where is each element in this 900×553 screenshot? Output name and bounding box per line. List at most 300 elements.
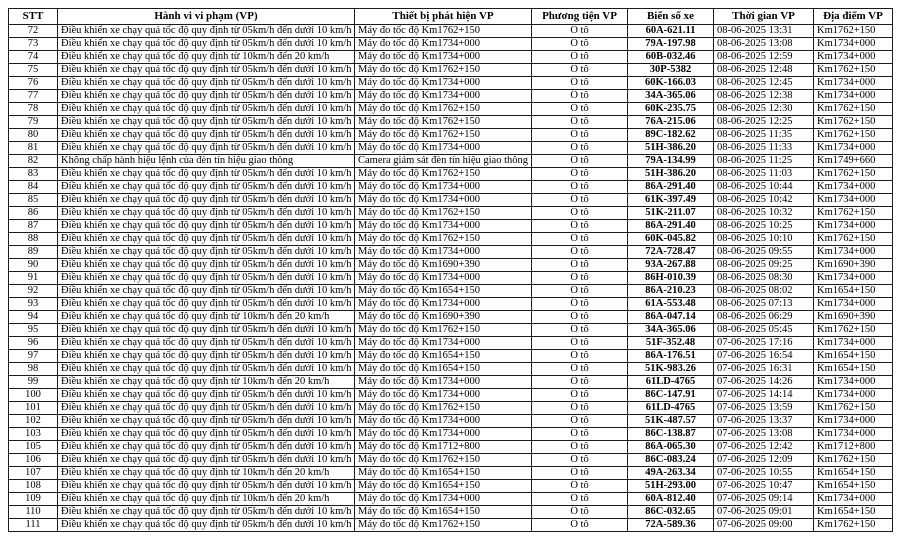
cell-violation: Điều khiển xe chạy quá tốc độ quy định từ 05km/h đến dưới 10 km/h <box>58 441 355 454</box>
cell-location: Km1762+150 <box>814 168 893 181</box>
header-device: Thiết bị phát hiện VP <box>355 9 532 25</box>
cell-time: 08-06-2025 10:25 <box>714 220 814 233</box>
cell-violation: Điều khiển xe chạy quá tốc độ quy định từ 05km/h đến dưới 10 km/h <box>58 337 355 350</box>
cell-violation: Điều khiển xe chạy quá tốc độ quy định từ 10km/h đến 20 km/h <box>58 376 355 389</box>
cell-vehicle: Ô tô <box>532 168 628 181</box>
cell-violation: Điều khiển xe chạy quá tốc độ quy định từ 05km/h đến dưới 10 km/h <box>58 519 355 532</box>
cell-location: Km1762+150 <box>814 64 893 77</box>
header-stt: STT <box>9 9 58 25</box>
cell-vehicle: Ô tô <box>532 38 628 51</box>
cell-time: 07-06-2025 09:01 <box>714 506 814 519</box>
cell-location: Km1734+000 <box>814 181 893 194</box>
cell-device: Máy đo tốc độ Km1762+150 <box>355 519 532 532</box>
cell-time: 07-06-2025 13:37 <box>714 415 814 428</box>
cell-vehicle: Ô tô <box>532 90 628 103</box>
cell-time: 07-06-2025 16:31 <box>714 363 814 376</box>
cell-plate: 86H-010.39 <box>628 272 714 285</box>
cell-device: Máy đo tốc độ Km1762+150 <box>355 116 532 129</box>
cell-time: 07-06-2025 14:26 <box>714 376 814 389</box>
cell-plate: 51K-983.26 <box>628 363 714 376</box>
cell-plate: 34A-365.06 <box>628 324 714 337</box>
cell-time: 08-06-2025 12:45 <box>714 77 814 90</box>
cell-location: Km1734+000 <box>814 77 893 90</box>
cell-vehicle: Ô tô <box>532 428 628 441</box>
table-row <box>9 220 893 233</box>
table-row <box>9 168 893 181</box>
cell-location: Km1712+800 <box>814 441 893 454</box>
cell-violation: Điều khiển xe chạy quá tốc độ quy định từ 05km/h đến dưới 10 km/h <box>58 454 355 467</box>
cell-time: 08-06-2025 12:30 <box>714 103 814 116</box>
cell-device: Máy đo tốc độ Km1654+150 <box>355 480 532 493</box>
cell-plate: 86C-032.65 <box>628 506 714 519</box>
cell-plate: 60K-166.03 <box>628 77 714 90</box>
cell-plate: 60A-812.40 <box>628 493 714 506</box>
cell-vehicle: Ô tô <box>532 142 628 155</box>
cell-violation: Điều khiển xe chạy quá tốc độ quy định từ 05km/h đến dưới 10 km/h <box>58 129 355 142</box>
cell-plate: 86A-176.51 <box>628 350 714 363</box>
cell-vehicle: Ô tô <box>532 311 628 324</box>
cell-plate: 93A-267.88 <box>628 259 714 272</box>
cell-vehicle: Ô tô <box>532 454 628 467</box>
cell-stt: 78 <box>9 103 58 116</box>
cell-vehicle: Ô tô <box>532 285 628 298</box>
table-row <box>9 142 893 155</box>
cell-device: Máy đo tốc độ Km1734+000 <box>355 272 532 285</box>
cell-plate: 86A-047.14 <box>628 311 714 324</box>
cell-vehicle: Ô tô <box>532 480 628 493</box>
table-row <box>9 506 893 519</box>
cell-stt: 87 <box>9 220 58 233</box>
cell-time: 08-06-2025 08:30 <box>714 272 814 285</box>
cell-vehicle: Ô tô <box>532 506 628 519</box>
cell-device: Máy đo tốc độ Km1762+150 <box>355 25 532 38</box>
cell-time: 07-06-2025 10:47 <box>714 480 814 493</box>
cell-violation: Điều khiển xe chạy quá tốc độ quy định từ 10km/h đến 20 km/h <box>58 467 355 480</box>
header-violation: Hành vi vi phạm (VP) <box>58 9 355 25</box>
cell-violation: Điều khiển xe chạy quá tốc độ quy định từ 10km/h đến 20 km/h <box>58 311 355 324</box>
cell-device: Máy đo tốc độ Km1734+000 <box>355 220 532 233</box>
cell-location: Km1734+000 <box>814 38 893 51</box>
table-row <box>9 376 893 389</box>
table-header-row <box>9 9 893 25</box>
cell-device: Máy đo tốc độ Km1762+150 <box>355 168 532 181</box>
cell-violation: Điều khiển xe chạy quá tốc độ quy định từ 05km/h đến dưới 10 km/h <box>58 181 355 194</box>
cell-time: 07-06-2025 09:00 <box>714 519 814 532</box>
cell-device: Máy đo tốc độ Km1654+150 <box>355 363 532 376</box>
cell-time: 08-06-2025 13:31 <box>714 25 814 38</box>
cell-device: Máy đo tốc độ Km1734+000 <box>355 428 532 441</box>
cell-stt: 73 <box>9 38 58 51</box>
table-row <box>9 207 893 220</box>
cell-plate: 34A-365.06 <box>628 90 714 103</box>
cell-vehicle: Ô tô <box>532 181 628 194</box>
cell-plate: 61K-397.49 <box>628 194 714 207</box>
cell-time: 08-06-2025 10:44 <box>714 181 814 194</box>
table-row <box>9 493 893 506</box>
cell-violation: Điều khiển xe chạy quá tốc độ quy định từ 05km/h đến dưới 10 km/h <box>58 116 355 129</box>
cell-violation: Điều khiển xe chạy quá tốc độ quy định từ 05km/h đến dưới 10 km/h <box>58 194 355 207</box>
cell-location: Km1762+150 <box>814 519 893 532</box>
cell-vehicle: Ô tô <box>532 415 628 428</box>
cell-time: 08-06-2025 11:03 <box>714 168 814 181</box>
cell-violation: Không chấp hành hiệu lệnh của đèn tín hiệu giao thông <box>58 155 355 168</box>
cell-location: Km1734+000 <box>814 428 893 441</box>
cell-stt: 93 <box>9 298 58 311</box>
cell-time: 07-06-2025 09:14 <box>714 493 814 506</box>
table-row <box>9 389 893 402</box>
table-row <box>9 246 893 259</box>
cell-device: Máy đo tốc độ Km1734+000 <box>355 415 532 428</box>
cell-stt: 75 <box>9 64 58 77</box>
cell-vehicle: Ô tô <box>532 363 628 376</box>
cell-device: Máy đo tốc độ Km1654+150 <box>355 350 532 363</box>
cell-vehicle: Ô tô <box>532 25 628 38</box>
cell-stt: 89 <box>9 246 58 259</box>
cell-time: 08-06-2025 09:25 <box>714 259 814 272</box>
cell-vehicle: Ô tô <box>532 233 628 246</box>
table-row <box>9 233 893 246</box>
cell-time: 08-06-2025 07:13 <box>714 298 814 311</box>
table-row <box>9 519 893 532</box>
cell-stt: 77 <box>9 90 58 103</box>
cell-violation: Điều khiển xe chạy quá tốc độ quy định từ 05km/h đến dưới 10 km/h <box>58 207 355 220</box>
cell-device: Máy đo tốc độ Km1734+000 <box>355 77 532 90</box>
cell-plate: 51K-211.07 <box>628 207 714 220</box>
cell-plate: 51H-386.20 <box>628 168 714 181</box>
cell-stt: 76 <box>9 77 58 90</box>
cell-plate: 76A-215.06 <box>628 116 714 129</box>
cell-location: Km1734+000 <box>814 376 893 389</box>
cell-stt: 85 <box>9 194 58 207</box>
cell-plate: 51H-386.20 <box>628 142 714 155</box>
table-row <box>9 311 893 324</box>
cell-device: Máy đo tốc độ Km1762+150 <box>355 64 532 77</box>
table-row <box>9 402 893 415</box>
cell-violation: Điều khiển xe chạy quá tốc độ quy định từ 10km/h đến 20 km/h <box>58 493 355 506</box>
cell-stt: 99 <box>9 376 58 389</box>
cell-vehicle: Ô tô <box>532 389 628 402</box>
cell-stt: 108 <box>9 480 58 493</box>
cell-device: Máy đo tốc độ Km1762+150 <box>355 129 532 142</box>
cell-violation: Điều khiển xe chạy quá tốc độ quy định từ 10km/h đến 20 km/h <box>58 51 355 64</box>
cell-stt: 86 <box>9 207 58 220</box>
cell-stt: 84 <box>9 181 58 194</box>
cell-plate: 60A-621.11 <box>628 25 714 38</box>
cell-stt: 101 <box>9 402 58 415</box>
cell-stt: 79 <box>9 116 58 129</box>
cell-stt: 107 <box>9 467 58 480</box>
cell-vehicle: Ô tô <box>532 129 628 142</box>
cell-time: 07-06-2025 12:09 <box>714 454 814 467</box>
cell-vehicle: Ô tô <box>532 220 628 233</box>
cell-violation: Điều khiển xe chạy quá tốc độ quy định từ 05km/h đến dưới 10 km/h <box>58 246 355 259</box>
table-row <box>9 259 893 272</box>
cell-stt: 82 <box>9 155 58 168</box>
cell-device: Máy đo tốc độ Km1734+000 <box>355 181 532 194</box>
cell-vehicle: Ô tô <box>532 194 628 207</box>
table-row <box>9 155 893 168</box>
table-row <box>9 116 893 129</box>
cell-stt: 80 <box>9 129 58 142</box>
cell-location: Km1734+000 <box>814 337 893 350</box>
table-row <box>9 90 893 103</box>
cell-stt: 91 <box>9 272 58 285</box>
cell-location: Km1734+000 <box>814 90 893 103</box>
cell-device: Máy đo tốc độ Km1734+000 <box>355 298 532 311</box>
cell-plate: 51F-352.48 <box>628 337 714 350</box>
cell-violation: Điều khiển xe chạy quá tốc độ quy định từ 05km/h đến dưới 10 km/h <box>58 506 355 519</box>
cell-time: 08-06-2025 11:35 <box>714 129 814 142</box>
cell-stt: 81 <box>9 142 58 155</box>
cell-plate: 86A-291.40 <box>628 181 714 194</box>
cell-time: 08-06-2025 06:29 <box>714 311 814 324</box>
cell-plate: 86A-291.40 <box>628 220 714 233</box>
cell-vehicle: Ô tô <box>532 402 628 415</box>
cell-time: 08-06-2025 10:42 <box>714 194 814 207</box>
cell-time: 08-06-2025 11:33 <box>714 142 814 155</box>
cell-device: Máy đo tốc độ Km1734+000 <box>355 389 532 402</box>
table-row <box>9 103 893 116</box>
cell-plate: 72A-728.47 <box>628 246 714 259</box>
cell-violation: Điều khiển xe chạy quá tốc độ quy định từ 05km/h đến dưới 10 km/h <box>58 324 355 337</box>
cell-violation: Điều khiển xe chạy quá tốc độ quy định từ 05km/h đến dưới 10 km/h <box>58 233 355 246</box>
cell-violation: Điều khiển xe chạy quá tốc độ quy định từ 05km/h đến dưới 10 km/h <box>58 389 355 402</box>
cell-time: 08-06-2025 08:02 <box>714 285 814 298</box>
cell-location: Km1734+000 <box>814 51 893 64</box>
cell-time: 08-06-2025 09:55 <box>714 246 814 259</box>
cell-violation: Điều khiển xe chạy quá tốc độ quy định từ 05km/h đến dưới 10 km/h <box>58 64 355 77</box>
cell-vehicle: Ô tô <box>532 467 628 480</box>
cell-vehicle: Ô tô <box>532 155 628 168</box>
cell-plate: 30P-5382 <box>628 64 714 77</box>
cell-device: Máy đo tốc độ Km1762+150 <box>355 324 532 337</box>
header-vehicle: Phương tiện VP <box>532 9 628 25</box>
cell-device: Máy đo tốc độ Km1734+000 <box>355 493 532 506</box>
cell-violation: Điều khiển xe chạy quá tốc độ quy định từ 05km/h đến dưới 10 km/h <box>58 350 355 363</box>
table-row <box>9 441 893 454</box>
cell-time: 08-06-2025 12:59 <box>714 51 814 64</box>
cell-location: Km1734+000 <box>814 389 893 402</box>
violations-tbody <box>9 25 893 532</box>
cell-violation: Điều khiển xe chạy quá tốc độ quy định từ 05km/h đến dưới 10 km/h <box>58 38 355 51</box>
cell-violation: Điều khiển xe chạy quá tốc độ quy định từ 05km/h đến dưới 10 km/h <box>58 272 355 285</box>
cell-stt: 83 <box>9 168 58 181</box>
cell-vehicle: Ô tô <box>532 64 628 77</box>
cell-violation: Điều khiển xe chạy quá tốc độ quy định từ 05km/h đến dưới 10 km/h <box>58 168 355 181</box>
cell-location: Km1749+660 <box>814 155 893 168</box>
cell-violation: Điều khiển xe chạy quá tốc độ quy định từ 05km/h đến dưới 10 km/h <box>58 428 355 441</box>
cell-vehicle: Ô tô <box>532 376 628 389</box>
table-row <box>9 350 893 363</box>
cell-vehicle: Ô tô <box>532 493 628 506</box>
cell-time: 07-06-2025 14:14 <box>714 389 814 402</box>
cell-device: Máy đo tốc độ Km1734+000 <box>355 337 532 350</box>
cell-location: Km1734+000 <box>814 220 893 233</box>
cell-plate: 86C-147.91 <box>628 389 714 402</box>
table-row <box>9 428 893 441</box>
cell-time: 08-06-2025 12:48 <box>714 64 814 77</box>
cell-stt: 100 <box>9 389 58 402</box>
cell-location: Km1734+000 <box>814 272 893 285</box>
cell-location: Km1654+150 <box>814 467 893 480</box>
cell-vehicle: Ô tô <box>532 324 628 337</box>
cell-stt: 90 <box>9 259 58 272</box>
cell-device: Máy đo tốc độ Km1654+150 <box>355 506 532 519</box>
cell-vehicle: Ô tô <box>532 298 628 311</box>
cell-location: Km1654+150 <box>814 350 893 363</box>
cell-vehicle: Ô tô <box>532 441 628 454</box>
cell-plate: 51K-487.57 <box>628 415 714 428</box>
table-row <box>9 337 893 350</box>
cell-location: Km1762+150 <box>814 207 893 220</box>
table-row <box>9 324 893 337</box>
cell-time: 08-06-2025 10:32 <box>714 207 814 220</box>
table-row <box>9 38 893 51</box>
cell-location: Km1762+150 <box>814 103 893 116</box>
cell-location: Km1734+000 <box>814 246 893 259</box>
cell-device: Máy đo tốc độ Km1762+150 <box>355 103 532 116</box>
cell-location: Km1762+150 <box>814 324 893 337</box>
cell-stt: 97 <box>9 350 58 363</box>
cell-location: Km1762+150 <box>814 454 893 467</box>
cell-time: 08-06-2025 12:38 <box>714 90 814 103</box>
cell-time: 08-06-2025 05:45 <box>714 324 814 337</box>
header-plate: Biển số xe <box>628 9 714 25</box>
cell-plate: 51H-293.00 <box>628 480 714 493</box>
cell-plate: 86C-083.24 <box>628 454 714 467</box>
cell-device: Máy đo tốc độ Km1762+150 <box>355 402 532 415</box>
cell-violation: Điều khiển xe chạy quá tốc độ quy định từ 05km/h đến dưới 10 km/h <box>58 415 355 428</box>
cell-location: Km1734+000 <box>814 142 893 155</box>
cell-vehicle: Ô tô <box>532 350 628 363</box>
table-row <box>9 272 893 285</box>
cell-time: 07-06-2025 10:55 <box>714 467 814 480</box>
cell-location: Km1762+150 <box>814 116 893 129</box>
cell-time: 08-06-2025 12:25 <box>714 116 814 129</box>
table-row <box>9 77 893 90</box>
cell-location: Km1654+150 <box>814 363 893 376</box>
cell-plate: 79A-197.98 <box>628 38 714 51</box>
cell-time: 08-06-2025 13:08 <box>714 38 814 51</box>
cell-violation: Điều khiển xe chạy quá tốc độ quy định từ 05km/h đến dưới 10 km/h <box>58 285 355 298</box>
cell-plate: 60K-235.75 <box>628 103 714 116</box>
cell-plate: 60B-032.46 <box>628 51 714 64</box>
cell-vehicle: Ô tô <box>532 116 628 129</box>
table-row <box>9 467 893 480</box>
cell-stt: 88 <box>9 233 58 246</box>
cell-device: Máy đo tốc độ Km1762+150 <box>355 454 532 467</box>
cell-plate: 79A-134.99 <box>628 155 714 168</box>
cell-violation: Điều khiển xe chạy quá tốc độ quy định từ 05km/h đến dưới 10 km/h <box>58 298 355 311</box>
cell-device: Camera giám sát đèn tín hiệu giao thông <box>355 155 532 168</box>
cell-stt: 103 <box>9 428 58 441</box>
cell-time: 07-06-2025 12:42 <box>714 441 814 454</box>
cell-device: Máy đo tốc độ Km1734+000 <box>355 376 532 389</box>
cell-location: Km1734+000 <box>814 493 893 506</box>
cell-time: 08-06-2025 11:25 <box>714 155 814 168</box>
table-row <box>9 129 893 142</box>
cell-stt: 110 <box>9 506 58 519</box>
cell-device: Máy đo tốc độ Km1762+150 <box>355 233 532 246</box>
cell-device: Máy đo tốc độ Km1734+000 <box>355 246 532 259</box>
cell-vehicle: Ô tô <box>532 519 628 532</box>
cell-location: Km1654+150 <box>814 285 893 298</box>
cell-location: Km1762+150 <box>814 129 893 142</box>
cell-plate: 61LD-4765 <box>628 402 714 415</box>
cell-device: Máy đo tốc độ Km1734+000 <box>355 90 532 103</box>
cell-time: 07-06-2025 13:08 <box>714 428 814 441</box>
cell-stt: 105 <box>9 441 58 454</box>
cell-device: Máy đo tốc độ Km1762+150 <box>355 207 532 220</box>
cell-stt: 109 <box>9 493 58 506</box>
cell-stt: 95 <box>9 324 58 337</box>
cell-vehicle: Ô tô <box>532 77 628 90</box>
cell-vehicle: Ô tô <box>532 207 628 220</box>
cell-location: Km1654+150 <box>814 480 893 493</box>
cell-device: Máy đo tốc độ Km1654+150 <box>355 285 532 298</box>
table-row <box>9 285 893 298</box>
cell-time: 07-06-2025 13:59 <box>714 402 814 415</box>
cell-stt: 92 <box>9 285 58 298</box>
cell-stt: 98 <box>9 363 58 376</box>
cell-violation: Điều khiển xe chạy quá tốc độ quy định từ 05km/h đến dưới 10 km/h <box>58 220 355 233</box>
table-row <box>9 181 893 194</box>
header-location: Địa điểm VP <box>814 9 893 25</box>
cell-device: Máy đo tốc độ Km1690+390 <box>355 311 532 324</box>
cell-vehicle: Ô tô <box>532 337 628 350</box>
cell-vehicle: Ô tô <box>532 259 628 272</box>
cell-vehicle: Ô tô <box>532 51 628 64</box>
cell-plate: 61LD-4765 <box>628 376 714 389</box>
table-row <box>9 25 893 38</box>
cell-device: Máy đo tốc độ Km1690+390 <box>355 259 532 272</box>
table-row <box>9 363 893 376</box>
cell-stt: 102 <box>9 415 58 428</box>
cell-vehicle: Ô tô <box>532 103 628 116</box>
table-row <box>9 480 893 493</box>
cell-violation: Điều khiển xe chạy quá tốc độ quy định từ 05km/h đến dưới 10 km/h <box>58 480 355 493</box>
cell-location: Km1762+150 <box>814 233 893 246</box>
cell-location: Km1690+390 <box>814 311 893 324</box>
cell-location: Km1734+000 <box>814 298 893 311</box>
cell-plate: 86A-065.30 <box>628 441 714 454</box>
cell-stt: 94 <box>9 311 58 324</box>
cell-device: Máy đo tốc độ Km1734+000 <box>355 51 532 64</box>
table-row <box>9 298 893 311</box>
cell-stt: 96 <box>9 337 58 350</box>
cell-stt: 72 <box>9 25 58 38</box>
cell-time: 07-06-2025 17:16 <box>714 337 814 350</box>
cell-violation: Điều khiển xe chạy quá tốc độ quy định từ 05km/h đến dưới 10 km/h <box>58 142 355 155</box>
table-row <box>9 51 893 64</box>
cell-violation: Điều khiển xe chạy quá tốc độ quy định từ 05km/h đến dưới 10 km/h <box>58 25 355 38</box>
cell-location: Km1762+150 <box>814 402 893 415</box>
cell-device: Máy đo tốc độ Km1712+800 <box>355 441 532 454</box>
cell-device: Máy đo tốc độ Km1654+150 <box>355 467 532 480</box>
cell-location: Km1734+000 <box>814 194 893 207</box>
cell-plate: 89C-182.62 <box>628 129 714 142</box>
cell-location: Km1734+000 <box>814 415 893 428</box>
cell-violation: Điều khiển xe chạy quá tốc độ quy định từ 05km/h đến dưới 10 km/h <box>58 363 355 376</box>
cell-device: Máy đo tốc độ Km1734+000 <box>355 194 532 207</box>
cell-violation: Điều khiển xe chạy quá tốc độ quy định từ 05km/h đến dưới 10 km/h <box>58 259 355 272</box>
cell-stt: 74 <box>9 51 58 64</box>
cell-vehicle: Ô tô <box>532 246 628 259</box>
cell-device: Máy đo tốc độ Km1734+000 <box>355 38 532 51</box>
cell-plate: 86A-210.23 <box>628 285 714 298</box>
cell-plate: 86C-138.87 <box>628 428 714 441</box>
cell-location: Km1762+150 <box>814 25 893 38</box>
